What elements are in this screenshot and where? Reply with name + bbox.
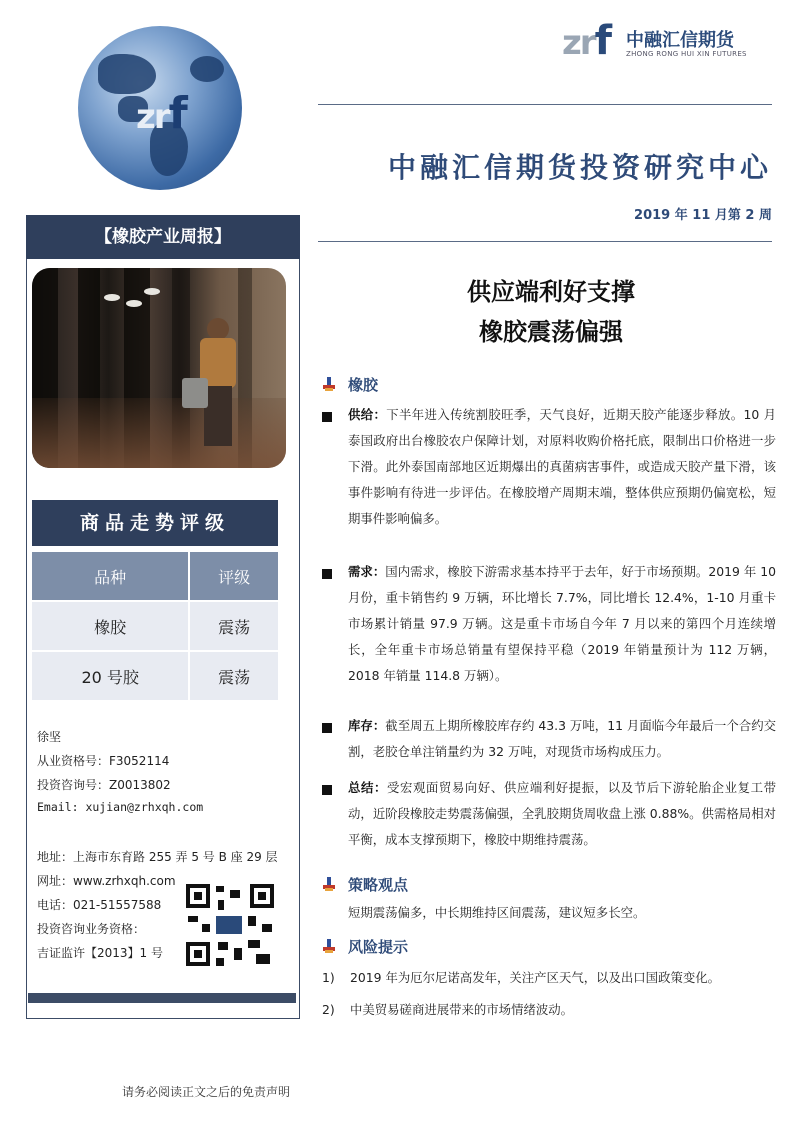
section-marker-icon	[322, 877, 336, 891]
analyst-email: Email: xujian@zrhxqh.com	[37, 800, 204, 814]
company-logo	[562, 18, 752, 64]
rating-cell-product: 20 号胶	[32, 652, 190, 700]
inventory-text: 截至周五上期所橡胶库存约 43.3 万吨，11 月面临今年最后一个合约交割，老胶仓单注销量约为 32 万吨，对现货市场构成压力。	[348, 718, 777, 759]
section-marker-icon	[322, 377, 336, 391]
license-label: 投资咨询业务资格：	[37, 922, 146, 936]
company-phone: 电话：021-51557588	[37, 898, 162, 912]
analyst-qualification-no: 从业资格号：F3052114	[37, 754, 170, 768]
company-website: 网址：www.zrhxqh.com	[37, 874, 176, 888]
license-number: 吉证监许【2013】1 号	[37, 946, 163, 960]
report-title-line2: 橡胶震荡偏强	[479, 318, 623, 346]
inventory-paragraph	[348, 713, 776, 765]
qr-code-icon	[186, 884, 274, 966]
risk-number: 2)	[322, 1002, 335, 1017]
square-bullet-icon	[322, 569, 332, 579]
strategy-text: 短期震荡偏多，中长期维持区间震荡，建议短多长空。	[348, 905, 646, 920]
supply-label: 供给：	[348, 407, 387, 422]
analyst-consult-no: 投资咨询号：Z0013802	[37, 778, 171, 792]
list-item	[322, 1000, 573, 1018]
rating-cell-product: 橡胶	[32, 602, 190, 650]
inventory-label: 库存：	[348, 718, 386, 733]
logo-chinese-name: 中融汇信期货	[626, 30, 734, 51]
demand-label: 需求：	[348, 564, 386, 579]
rating-header-product: 品种	[32, 552, 190, 600]
supply-paragraph	[348, 402, 776, 532]
rating-table	[32, 550, 278, 702]
supply-text: 下半年进入传统割胶旺季，天气良好，近期天胶产能逐步释放。10 月泰国政府出台橡胶农户保障计划，对原料收购价格托底，限制出口价格进一步下滑。此外泰国南部地区近期爆出的真菌病害事件，或造成天胶产量下滑，该事件影响有待进一步评估。在橡胶增产周期末端，整体供应预期仍偏宽松，短期事件影响偏多。	[348, 407, 776, 526]
rating-cell-rating: 震荡	[190, 602, 278, 650]
logo-english-name: ZHONG RONG HUI XIN FUTURES	[626, 50, 747, 58]
risk-text: 中美贸易磋商进展带来的市场情绪波动。	[350, 1002, 574, 1017]
analyst-name: 徐坚	[37, 730, 62, 744]
sidebar-bottom-bar	[28, 993, 296, 1003]
rating-cell-rating: 震荡	[190, 652, 278, 700]
company-address: 地址：上海市东育路 255 弄 5 号 B 座 29 层	[37, 850, 278, 864]
square-bullet-icon	[322, 412, 332, 422]
issue-date: 2019 年 11 月第 2 周	[634, 208, 772, 223]
rubber-tapping-photo	[32, 268, 286, 468]
table-row	[32, 652, 278, 700]
demand-text: 国内需求，橡胶下游需求基本持平于去年，好于市场预期。2019 年 10 月份，重卡销售约 9 万辆，环比增长 7.7%，同比增长 12.4%，1-10 月重卡市场累计销量 97.9 万辆。这是重卡市场自今年 7 月以来的第四个月连续增长，全年重卡市场总销量有望保持平稳（2019 年销量预计为 112 万辆， 2018 年销量 114.8 万辆）。	[348, 564, 776, 683]
research-center-title: 中融汇信期货投资研究中心	[387, 151, 772, 184]
risk-number: 1)	[322, 970, 335, 985]
rating-table-header-row	[32, 552, 278, 600]
disclaimer-notice: 请务必阅读正文之后的免责声明	[122, 1085, 291, 1099]
section-title: 策略观点	[348, 876, 409, 894]
rating-table-title: 商品走势评级	[32, 500, 278, 546]
report-type-banner: 【橡胶产业周报】	[26, 215, 300, 259]
header-divider-bottom	[318, 241, 772, 242]
summary-label: 总结：	[348, 780, 387, 795]
summary-paragraph	[348, 775, 776, 853]
section-title: 风险提示	[348, 938, 409, 956]
globe-logo-image	[78, 26, 242, 190]
square-bullet-icon	[322, 723, 332, 733]
table-row	[32, 602, 278, 650]
demand-paragraph	[348, 559, 776, 689]
list-item	[322, 968, 720, 986]
rating-header-rating: 评级	[190, 552, 278, 600]
report-title-line1: 供应端利好支撑	[467, 278, 635, 306]
header-divider-top	[318, 104, 772, 105]
globe-brand-mark: zrf	[136, 88, 186, 139]
summary-text: 受宏观面贸易向好、供应端利好提振，以及节后下游轮胎企业复工带动，近阶段橡胶走势震荡偏强，全乳胶期货周收盘上涨 0.88%。供需格局相对平衡，成本支撑预期下，橡胶中期维持震荡。	[348, 780, 777, 847]
section-marker-icon	[322, 939, 336, 953]
square-bullet-icon	[322, 785, 332, 795]
section-title: 橡胶	[348, 376, 379, 394]
logo-mark: zrf	[562, 18, 610, 64]
risk-text: 2019 年为厄尔尼诺高发年，关注产区天气，以及出口国政策变化。	[350, 970, 721, 985]
